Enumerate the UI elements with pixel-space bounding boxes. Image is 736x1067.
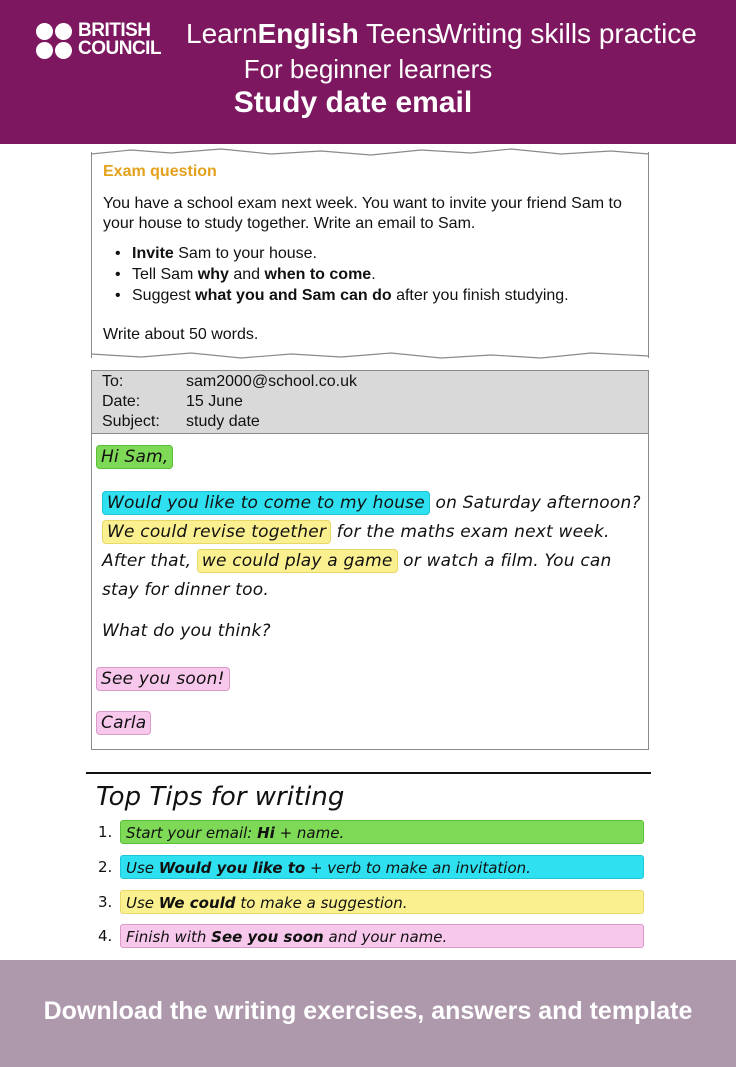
exam-heading: Exam question [103,163,217,180]
suggestion-highlight: We could revise together [102,520,331,544]
lesson-title: Study date email [233,86,473,119]
subject-label: Subject: [102,413,160,430]
exam-instructions: You have a school exam next week. You want to invite your friend Sam to your house to study together. Write an email to Sam. [103,195,622,232]
subject-value: study date [186,413,260,430]
date-value: 15 June [186,393,243,410]
tip-number: 3. [98,893,113,911]
tip-item [98,924,646,950]
tips-title: Top Tips for writing [96,782,345,812]
tip-text: Start your email: Hi + name. [120,820,644,844]
tip-item [98,855,646,881]
torn-edge-top [91,146,649,158]
tip-number: 2. [98,858,113,876]
site-title[interactable]: LearnEnglish Teens [186,18,441,49]
exam-task-list [115,243,569,306]
torn-edge-bottom [91,350,649,362]
logo-wordmark: BRITISH COUNCIL [78,20,162,59]
page-header [0,0,736,144]
tip-text: Finish with See you soon and your name. [120,924,644,948]
email-question: What do you think? [102,621,271,641]
email-signature: Carla [96,713,151,733]
download-link[interactable]: Download the writing exercises, answers and template [43,997,693,1025]
to-label: To: [102,373,124,390]
suggestion-highlight: we could play a game [197,549,398,573]
top-tips-section [86,772,651,954]
tip-text: Use Would you like to + verb to make an invitation. [120,855,644,879]
tip-text: Use We could to make a suggestion. [120,890,644,914]
sample-email [91,370,649,750]
list-item: • Tell Sam why and when to come. [115,264,569,285]
email-greeting: Hi Sam, [96,447,173,467]
email-header [92,371,648,434]
tip-item [98,820,646,846]
invitation-highlight: Would you like to come to my house [102,491,430,515]
word-count-instruction: Write about 50 words. [103,326,259,343]
list-item: • Invite Sam to your house. [115,243,569,264]
list-item: • Suggest what you and Sam can do after you finish studying. [115,285,569,306]
email-body: Would you like to come to my house on Saturday afternoon? We could revise together for the maths exam next week. After that, we could play a game or watch a film. You can stay for dinner too. [102,493,641,600]
exam-question-box [91,152,649,358]
level-label: For beginner learners [243,54,493,84]
download-banner[interactable] [0,960,736,1067]
tip-item [98,890,646,916]
to-value: sam2000@school.co.uk [186,373,357,390]
email-signoff: See you soon! [96,669,230,689]
section-label: Writing skills practice [436,18,697,49]
date-label: Date: [102,393,141,410]
tip-number: 4. [98,927,113,945]
tip-number: 1. [98,823,113,841]
